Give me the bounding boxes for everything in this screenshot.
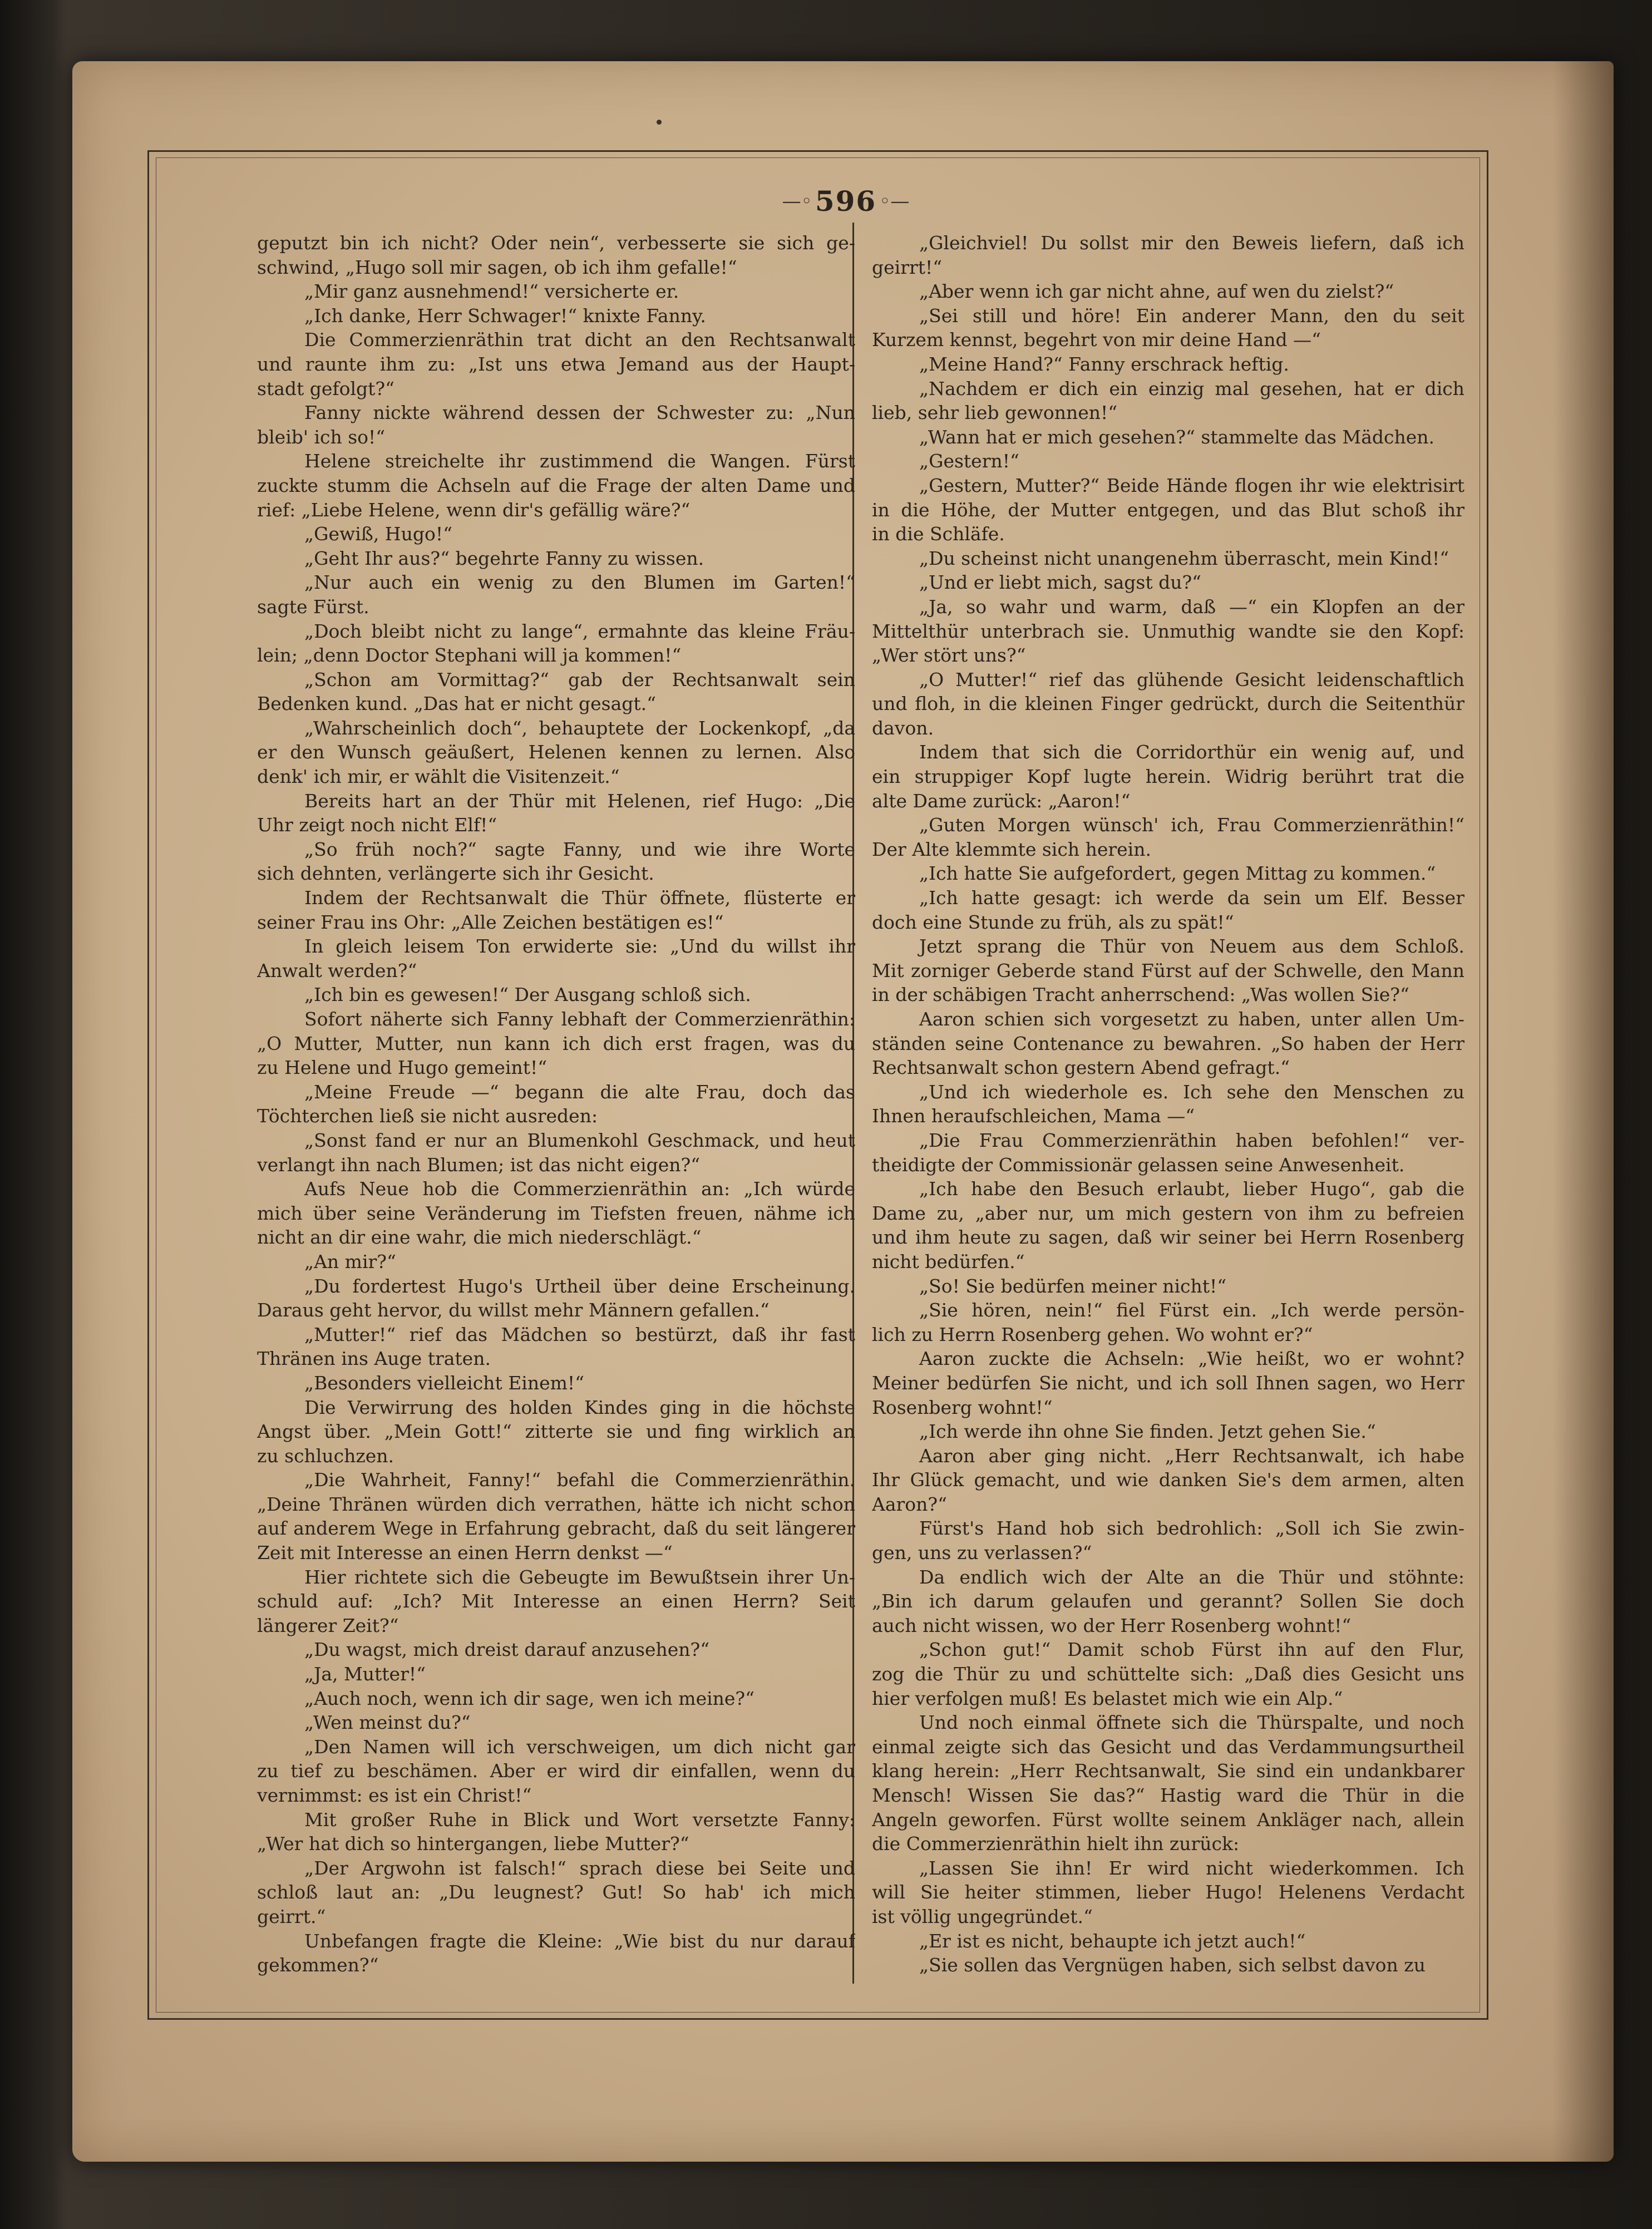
text-line: Unbefangen fragte die Kleine: „Wie bist du nur darauf: [304, 1930, 855, 1952]
text-line: davon.: [872, 717, 934, 739]
text-line: Angst über. „Mein Gott!“ zitterte sie und fing wirklich an: [257, 1421, 855, 1443]
text-line: „Mutter!“ rief das Mädchen so bestürzt, daß ihr fast: [304, 1323, 855, 1345]
text-line: „O Mutter!“ rief das glühende Gesicht leidenschaftlich: [919, 668, 1464, 691]
text-line: „Ich danke, Herr Schwager!“ knixte Fanny.: [304, 304, 706, 327]
text-line: „Besonders vielleicht Einem!“: [304, 1372, 585, 1394]
text-line: gekommen?“: [257, 1954, 379, 1976]
text-line: geputzt bin ich nicht? Oder nein“, verbesserte sie sich ge-: [257, 232, 855, 254]
text-line: Kurzem kennst, begehrt von mir deine Hand —“: [872, 329, 1321, 351]
text-line: „Schon am Vormittag?“ gab der Rechtsanwalt sein: [304, 668, 855, 691]
text-line: theidigte der Commissionär gelassen seine Anwesenheit.: [872, 1153, 1405, 1176]
text-line: stadt gefolgt?“: [257, 377, 394, 400]
text-line: will Sie heiter stimmen, lieber Hugo! Helenens Verdacht: [872, 1881, 1464, 1903]
text-line: ist völlig ungegründet.“: [872, 1905, 1093, 1927]
text-line: nicht an dir eine wahr, die mich niederschlägt.“: [257, 1226, 702, 1249]
text-line: Bereits hart an der Thür mit Helenen, rief Hugo: „Die: [304, 790, 855, 812]
text-line: „Ich hatte Sie aufgefordert, gegen Mittag zu kommen.“: [919, 862, 1436, 885]
text-line: „Gewiß, Hugo!“: [304, 523, 452, 545]
text-line: „Ja, so wahr und warm, daß —“ ein Klopfen an der: [919, 595, 1464, 618]
text-line: doch eine Stunde zu früh, als zu spät!“: [872, 911, 1234, 933]
text-line: sich dehnten, verlängerte sich ihr Gesicht.: [257, 862, 654, 885]
text-line: „Der Argwohn ist falsch!“ sprach diese bei Seite und: [304, 1857, 855, 1879]
text-line: in der schäbigen Tracht anherrschend: „Was wollen Sie?“: [872, 984, 1409, 1006]
text-line: „Guten Morgen wünsch' ich, Frau Commerzienräthin!“: [919, 814, 1464, 836]
text-line: „Ich habe den Besuch erlaubt, lieber Hugo“, gab die: [919, 1178, 1464, 1200]
text-line: Angeln geworfen. Fürst wollte seinem Ankläger nach, allein: [872, 1808, 1464, 1831]
text-line: einmal zeigte sich das Gesicht und das Verdammungsurtheil: [872, 1735, 1464, 1758]
text-line: „Lassen Sie ihn! Er wird nicht wiederkommen. Ich: [919, 1857, 1464, 1879]
page-number: 596: [815, 185, 877, 218]
text-line: „Ich hatte gesagt: ich werde da sein um Elf. Besser: [919, 887, 1464, 909]
text-line: „Sei still und höre! Ein anderer Mann, den du seit: [919, 304, 1464, 327]
text-line: „Den Namen will ich verschweigen, um dich nicht gar: [304, 1735, 855, 1758]
text-line: zog die Thür zu und schüttelte sich: „Daß dies Gesicht uns: [872, 1663, 1464, 1685]
text-line: Bedenken kund. „Das hat er nicht gesagt.“: [257, 693, 656, 715]
text-line: „Ich werde ihn ohne Sie finden. Jetzt gehen Sie.“: [919, 1421, 1376, 1443]
text-line: Rosenberg wohnt!“: [872, 1396, 1053, 1418]
text-line: in die Schläfe.: [872, 523, 1005, 545]
text-column-left: [257, 231, 855, 1978]
text-line: Mit zorniger Geberde stand Fürst auf der Schwelle, den Mann: [872, 959, 1464, 982]
text-line: „So früh noch?“ sagte Fanny, und wie ihre Worte: [304, 838, 855, 860]
text-line: Dame zu, „aber nur, um mich gestern von ihm zu befreien: [872, 1202, 1464, 1224]
text-line: lich zu Herrn Rosenberg gehen. Wo wohnt er?“: [872, 1323, 1313, 1345]
text-line: und floh, in die kleinen Finger gedrückt, durch die Seitenthür: [872, 693, 1464, 715]
text-line: alte Dame zurück: „Aaron!“: [872, 790, 1131, 812]
text-line: „Bin ich darum gelaufen und gerannt? Sollen Sie doch: [872, 1590, 1464, 1612]
header-ornament-left: —◦: [782, 190, 812, 213]
text-line: Töchterchen ließ sie nicht ausreden:: [257, 1105, 598, 1127]
text-line: „Gleichviel! Du sollst mir den Beweis liefern, daß ich: [919, 232, 1464, 254]
text-line: Uhr zeigt noch nicht Elf!“: [257, 814, 497, 836]
text-line: Hier richtete sich die Gebeugte im Bewußtsein ihrer Un-: [304, 1566, 855, 1588]
text-line: Indem der Rechtsanwalt die Thür öffnete, flüsterte er: [304, 887, 855, 909]
text-line: „Die Wahrheit, Fanny!“ befahl die Commerzienräthin.: [304, 1469, 855, 1491]
text-line: denk' ich mir, er wählt die Visitenzeit.“: [257, 766, 620, 788]
text-line: die Commerzienräthin hielt ihn zurück:: [872, 1833, 1240, 1855]
text-line: „Wann hat er mich gesehen?“ stammelte das Mädchen.: [919, 426, 1435, 448]
text-line: „Meine Freude —“ begann die alte Frau, doch das: [304, 1081, 855, 1103]
text-line: „Die Frau Commerzienräthin haben befohlen!“ ver-: [919, 1129, 1464, 1151]
text-line: Mittelthür unterbrach sie. Unmuthig wandte sie den Kopf:: [872, 620, 1464, 642]
text-line: rief: „Liebe Helene, wenn dir's gefällig wäre?“: [257, 499, 691, 521]
text-line: „O Mutter, Mutter, nun kann ich dich erst fragen, was du: [257, 1032, 855, 1054]
text-line: lieb, sehr lieb gewonnen!“: [872, 402, 1118, 424]
text-line: auch nicht wissen, wo der Herr Rosenberg wohnt!“: [872, 1614, 1352, 1636]
text-line: „Sonst fand er nur an Blumenkohl Geschmack, und heut: [304, 1129, 855, 1151]
text-line: „Deine Thränen würden dich verrathen, hätte ich nicht schon: [257, 1493, 855, 1515]
text-line: „Sie hören, nein!“ fiel Fürst ein. „Ich werde persön-: [919, 1299, 1464, 1321]
text-line: auf anderem Wege in Erfahrung gebracht, daß du seit längerer: [257, 1517, 855, 1540]
text-line: in die Höhe, der Mutter entgegen, und das Blut schoß ihr: [872, 499, 1464, 521]
text-line: Aufs Neue hob die Commerzienräthin an: „Ich würde: [304, 1178, 855, 1200]
text-line: Da endlich wich der Alte an die Thür und stöhnte:: [919, 1566, 1464, 1588]
text-line: „Wen meinst du?“: [304, 1712, 471, 1734]
text-line: schloß laut an: „Du leugnest? Gut! So hab' ich mich: [257, 1881, 855, 1903]
text-line: sagte Fürst.: [257, 595, 369, 618]
text-line: Daraus geht hervor, du willst mehr Männern gefallen.“: [257, 1299, 770, 1321]
text-line: klang herein: „Herr Rechtsanwalt, Sie sind ein undankbarer: [872, 1760, 1464, 1782]
text-line: vernimmst: es ist ein Christ!“: [257, 1784, 532, 1806]
text-line: „Wer stört uns?“: [872, 644, 1026, 667]
text-line: Anwalt werden?“: [257, 959, 417, 982]
text-line: Aaron zuckte die Achseln: „Wie heißt, wo er wohnt?: [919, 1348, 1464, 1370]
text-line: Jetzt sprang die Thür von Neuem aus dem Schloß.: [919, 935, 1464, 958]
text-line: schuld auf: „Ich? Mit Interesse an einen Herrn? Seit: [257, 1590, 855, 1612]
text-line: zu tief zu beschämen. Aber er wird dir einfallen, wenn du: [257, 1760, 855, 1782]
text-line: geirrt.“: [257, 1905, 326, 1927]
text-line: längerer Zeit?“: [257, 1614, 399, 1636]
text-line: „Und er liebt mich, sagst du?“: [919, 571, 1202, 594]
text-line: „Ich bin es gewesen!“ Der Ausgang schloß sich.: [304, 984, 751, 1006]
text-line: „Und ich wiederhole es. Ich sehe den Menschen zu: [919, 1081, 1464, 1103]
text-line: zu Helene und Hugo gemeint!“: [257, 1057, 548, 1079]
text-line: seiner Frau ins Ohr: „Alle Zeichen bestätigen es!“: [257, 911, 724, 933]
text-line: mich über seine Veränderung im Tiefsten freuen, nähme ich: [257, 1202, 855, 1224]
text-line: Zeit mit Interesse an einen Herrn denkst —“: [257, 1542, 673, 1564]
text-line: Mensch! Wissen Sie das?“ Hastig ward die Thür in die: [872, 1784, 1464, 1806]
text-line: Fürst's Hand hob sich bedrohlich: „Soll ich Sie zwin-: [919, 1517, 1464, 1540]
text-line: „Du wagst, mich dreist darauf anzusehen?“: [304, 1639, 710, 1661]
text-line: verlangt ihn nach Blumen; ist das nicht eigen?“: [257, 1153, 701, 1176]
text-line: Mit großer Ruhe in Blick und Wort versetzte Fanny:: [304, 1808, 855, 1831]
text-line: „Schon gut!“ Damit schob Fürst ihn auf den Flur,: [919, 1639, 1464, 1661]
text-line: Fanny nickte während dessen der Schwester zu: „Nun: [304, 402, 855, 424]
text-line: ständen seine Contenance zu bewahren. „So haben der Herr: [872, 1032, 1464, 1054]
text-line: er den Wunsch geäußert, Helenen kennen zu lernen. Also: [257, 741, 855, 763]
text-line: Ihnen heraufschleichen, Mama —“: [872, 1105, 1195, 1127]
text-line: Aaron?“: [872, 1493, 947, 1515]
text-line: geirrt!“: [872, 256, 943, 278]
text-line: zu schluchzen.: [257, 1444, 394, 1467]
header-ornament-right: ◦—: [879, 190, 910, 213]
text-column-right: [872, 231, 1464, 1978]
text-line: „Meine Hand?“ Fanny erschrack heftig.: [919, 353, 1289, 375]
text-line: Thränen ins Auge traten.: [257, 1348, 491, 1370]
text-line: „Du fordertest Hugo's Urtheil über deine Erscheinung.: [304, 1275, 855, 1297]
text-line: „Er ist es nicht, behaupte ich jetzt auch!“: [919, 1930, 1306, 1952]
text-line: ein struppiger Kopf lugte herein. Widrig berührt trat die: [872, 766, 1464, 788]
text-line: Und noch einmal öffnete sich die Thürspalte, und noch: [919, 1712, 1464, 1734]
text-line: Meiner bedürfen Sie nicht, und ich soll Ihnen sagen, wo Herr: [872, 1372, 1464, 1394]
text-line: gen, uns zu verlassen?“: [872, 1542, 1092, 1564]
text-line: In gleich leisem Ton erwiderte sie: „Und du willst ihr: [304, 935, 855, 958]
text-line: „Wer hat dich so hintergangen, liebe Mutter?“: [257, 1833, 689, 1855]
text-line: Rechtsanwalt schon gestern Abend gefragt.“: [872, 1057, 1290, 1079]
text-line: „Doch bleibt nicht zu lange“, ermahnte das kleine Fräu-: [304, 620, 855, 642]
text-line: „Gestern!“: [919, 450, 1019, 472]
text-line: Die Commerzienräthin trat dicht an den Rechtsanwalt: [304, 329, 855, 351]
text-line: „Ja, Mutter!“: [304, 1663, 426, 1685]
text-line: Ihr Glück gemacht, und wie danken Sie's dem armen, alten: [872, 1469, 1464, 1491]
text-line: Aaron aber ging nicht. „Herr Rechtsanwalt, ich habe: [919, 1444, 1464, 1467]
text-line: „So! Sie bedürfen meiner nicht!“: [919, 1275, 1227, 1297]
text-line: „Auch noch, wenn ich dir sage, wen ich meine?“: [304, 1687, 755, 1709]
text-line: und raunte ihm zu: „Ist uns etwa Jemand aus der Haupt-: [257, 353, 855, 375]
text-line: „Wahrscheinlich doch“, behauptete der Lockenkopf, „da: [304, 717, 855, 739]
text-line: „Geht Ihr aus?“ begehrte Fanny zu wissen.: [304, 547, 704, 569]
text-line: „Aber wenn ich gar nicht ahne, auf wen du zielst?“: [919, 280, 1394, 303]
text-line: „Nur auch ein wenig zu den Blumen im Garten!“: [304, 571, 855, 594]
text-line: „Sie sollen das Vergnügen haben, sich selbst davon zu: [919, 1954, 1426, 1976]
page-header: [723, 179, 968, 224]
text-line: schwind, „Hugo soll mir sagen, ob ich ihm gefalle!“: [257, 256, 737, 278]
text-line: bleib' ich so!“: [257, 426, 386, 448]
text-line: Der Alte klemmte sich herein.: [872, 838, 1151, 860]
page-spine-shadow: [1552, 61, 1614, 2162]
text-line: lein; „denn Doctor Stephani will ja kommen!“: [257, 644, 682, 667]
text-line: und ihm heute zu sagen, daß wir seiner bei Herrn Rosenberg: [872, 1226, 1464, 1249]
text-line: „An mir?“: [304, 1250, 396, 1273]
text-line: „Nachdem er dich ein einzig mal gesehen, hat er dich: [919, 377, 1464, 400]
text-line: Aaron schien sich vorgesetzt zu haben, unter allen Um-: [919, 1008, 1464, 1030]
text-line: Helene streichelte ihr zustimmend die Wangen. Fürst: [304, 450, 855, 472]
text-line: zuckte stumm die Achseln auf die Frage der alten Dame und: [257, 474, 855, 496]
text-line: Sofort näherte sich Fanny lebhaft der Commerzienräthin:: [304, 1008, 855, 1030]
text-line: Indem that sich die Corridorthür ein wenig auf, und: [919, 741, 1464, 763]
text-line: „Du scheinst nicht unangenehm überrascht, mein Kind!“: [919, 547, 1449, 569]
text-line: nicht bedürfen.“: [872, 1250, 1025, 1273]
text-line: Die Verwirrung des holden Kindes ging in die höchste: [304, 1396, 855, 1418]
text-line: „Mir ganz ausnehmend!“ versicherte er.: [304, 280, 679, 303]
text-line: „Gestern, Mutter?“ Beide Hände flogen ihr wie elektrisirt: [919, 474, 1464, 496]
text-line: hier verfolgen muß! Es belastet mich wie ein Alp.“: [872, 1687, 1343, 1709]
paper-speck: [657, 120, 662, 125]
